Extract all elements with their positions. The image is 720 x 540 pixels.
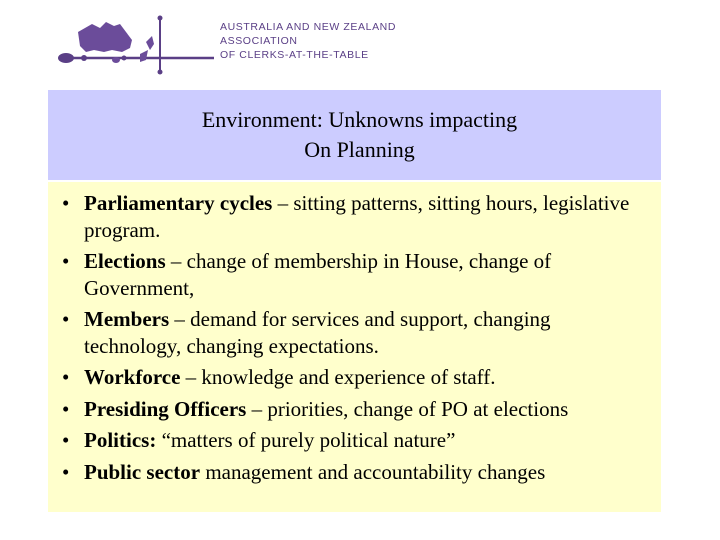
bullet-term: Parliamentary cycles: [84, 191, 273, 215]
bullet-item: [62, 459, 652, 486]
australia-nz-map-logo-icon: [54, 14, 224, 82]
bullet-panel: [48, 182, 661, 512]
bullet-icon: •: [62, 191, 70, 215]
bullet-text: “matters of purely political nature”: [156, 428, 456, 452]
bullet-icon: •: [62, 249, 70, 273]
bullet-term: Workforce: [84, 365, 181, 389]
bullet-term: Presiding Officers: [84, 396, 247, 421]
slide-title-line-2: On Planning: [304, 137, 415, 162]
bullet-text: – sitting patterns, sitting hours, legislative program.: [84, 191, 630, 242]
bullet-list: [62, 190, 652, 490]
bullet-term: Politics:: [84, 428, 157, 452]
bullet-item: [62, 306, 652, 359]
bullet-term: Elections: [84, 249, 166, 273]
bullet-item: [62, 427, 652, 454]
logo-line-1: AUSTRALIA AND NEW ZEALAND: [220, 21, 397, 33]
bullet-item: [62, 248, 652, 301]
association-logo: [54, 14, 397, 82]
bullet-text: – priorities, change of PO at elections: [246, 396, 569, 421]
bullet-term: Public sector: [84, 459, 201, 484]
bullet-icon: •: [62, 459, 70, 484]
bullet-text: – knowledge and experience of staff.: [180, 365, 496, 389]
slide-title: [48, 90, 661, 180]
bullet-icon: •: [62, 365, 70, 389]
bullet-icon: •: [62, 307, 70, 331]
bullet-text: management and accountability changes: [200, 459, 546, 484]
bullet-item: [62, 364, 652, 391]
logo-line-3: OF CLERKS-AT-THE-TABLE: [220, 49, 369, 61]
bullet-icon: •: [62, 396, 70, 421]
logo-line-2: ASSOCIATION: [220, 35, 298, 47]
bullet-icon: •: [62, 428, 70, 452]
bullet-item: [62, 190, 652, 243]
bullet-term: Members: [84, 307, 170, 331]
bullet-text: – demand for services and support, changing technology, changing expectations.: [84, 307, 551, 358]
bullet-text: – change of membership in House, change of Government,: [84, 249, 552, 300]
bullet-item: [62, 396, 652, 423]
slide-title-line-1: Environment: Unknowns impacting: [201, 107, 518, 132]
logo-text: [220, 20, 396, 62]
